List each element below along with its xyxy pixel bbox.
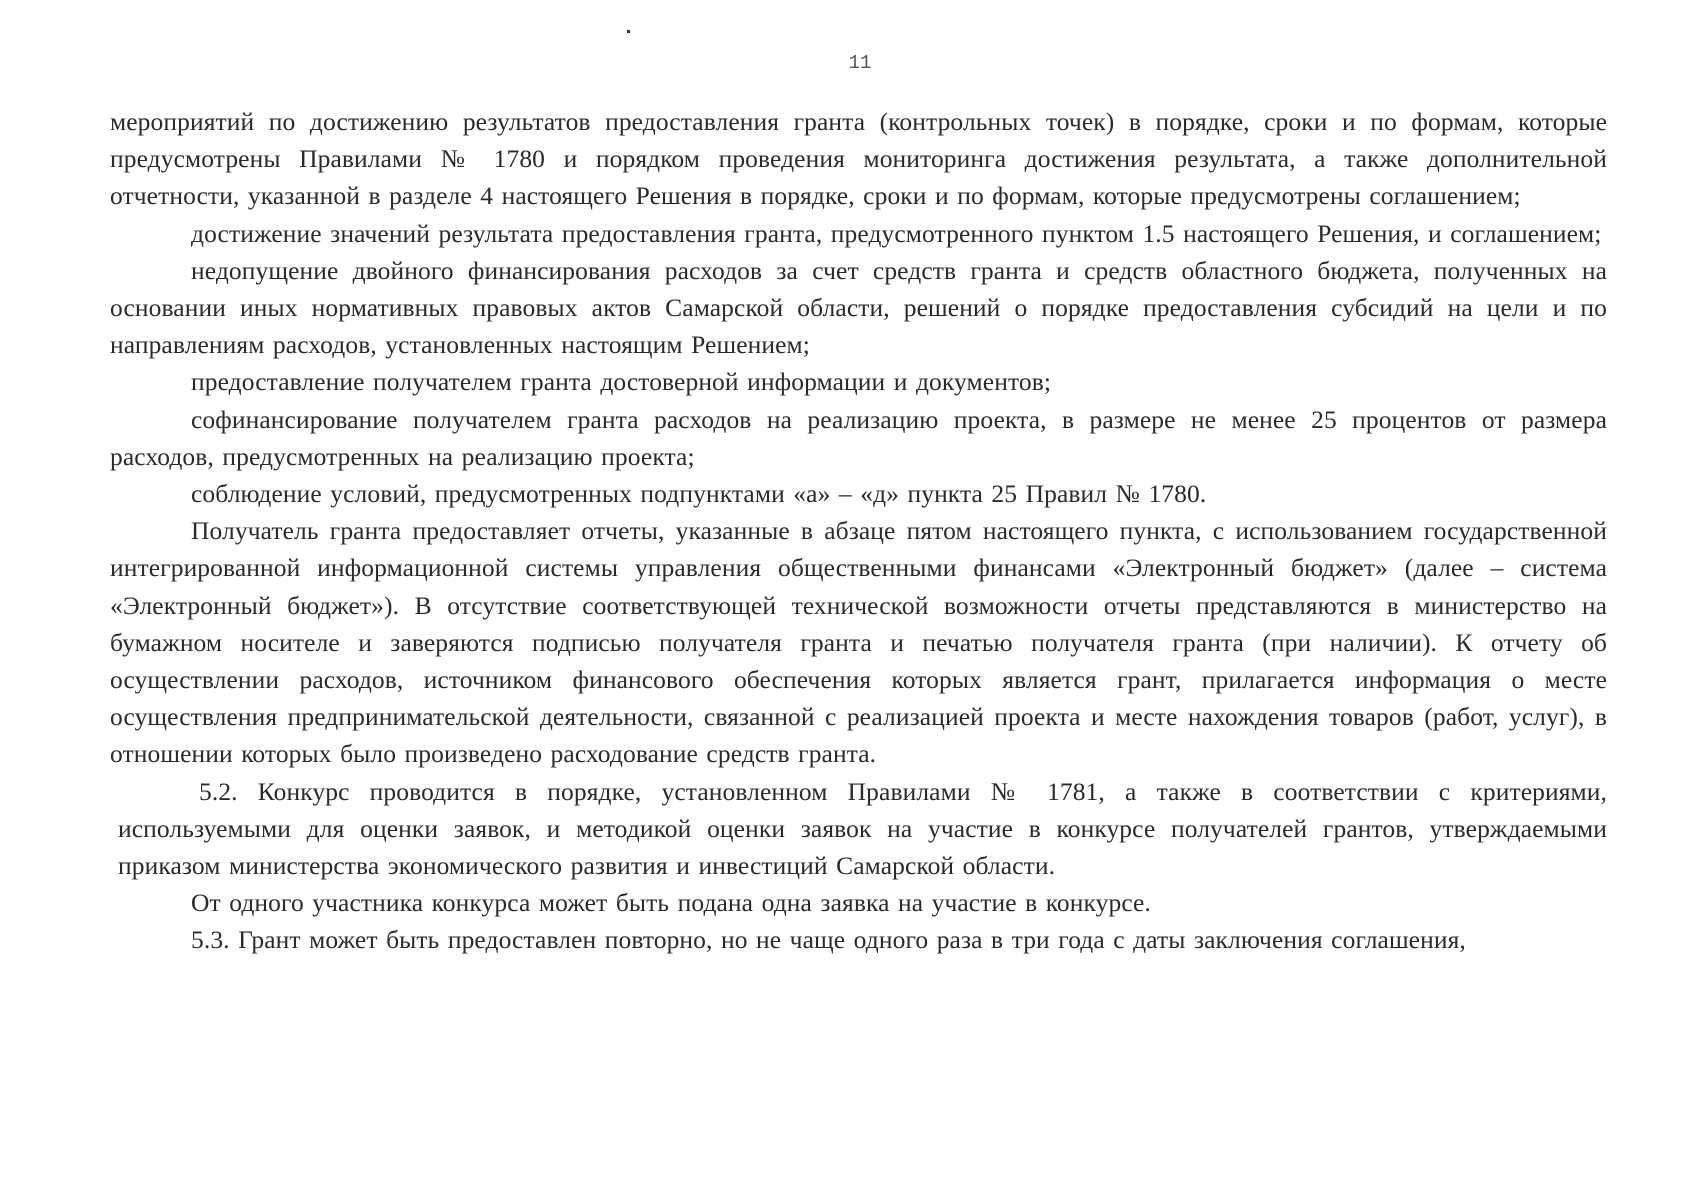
document-body: [110, 103, 1607, 959]
paragraph-section-5-3: 5.3. Грант может быть предоставлен повторно, но не чаще одного раза в три года с даты заключения соглашения,: [191, 925, 1466, 955]
paragraph-reporting: Получатель гранта предоставляет отчеты, указанные в абзаце пятом настоящего пункта, с использованием государственной интегрированной информационной системы управления общественными финансами «Электронный бюджет» (далее – система «Электронный бюджет»). В отсутствие соответствующей технической возможности отчеты представляются в министерство на бумажном носителе и заверяются подписью получателя гранта и печатью получателя гранта (при наличии). К отчету об осуществлении расходов, источником финансового обеспечения которых является грант, прилагается информация о месте осуществления предпринимательской деятельности, связанной с реализацией проекта и месте нахождения товаров (работ, услуг), в отношении которых было произведено расходование средств гранта.: [110, 516, 1607, 769]
page-number: 11: [848, 52, 872, 74]
paragraph-reliable-information: предоставление получателем гранта достоверной информации и документов;: [191, 367, 1052, 397]
paragraph-conditions: соблюдение условий, предусмотренных подпунктами «а» – «д» пункта 25 Правил № 1780.: [191, 479, 1207, 509]
paragraph-one-application: От одного участника конкурса может быть подана одна заявка на участие в конкурсе.: [191, 888, 1151, 918]
paragraph-results-achievement: достижение значений результата предоставления гранта, предусмотренного пунктом 1.5 настоящего Решения, и соглашением;: [191, 218, 1602, 248]
scan-artifact-dot: [627, 30, 630, 33]
paragraph-cofinancing: софинансирование получателем гранта расходов на реализацию проекта, в размере не менее 25 процентов от размера расходов, предусмотренных на реализацию проекта;: [110, 404, 1607, 471]
paragraph-continuation: мероприятий по достижению результатов предоставления гранта (контрольных точек) в порядке, сроки и по формам, которые предусмотрены Правилами № 1780 и порядком проведения мониторинга достижения результата, а также дополнительной отчетности, указанной в разделе 4 настоящего Решения в порядке, сроки и по формам, которые предусмотрены соглашением;: [110, 107, 1607, 211]
paragraph-double-financing: недопущение двойного финансирования расходов за счет средств гранта и средств областного бюджета, полученных на основании иных нормативных правовых актов Самарской области, решений о порядке предоставления субсидий на цели и по направлениям расходов, установленных настоящим Решением;: [110, 255, 1607, 360]
paragraph-section-5-2: 5.2. Конкурс проводится в порядке, установленном Правилами № 1781, а также в соответствии с критериями, используемыми для оценки заявок, и методикой оценки заявок на участие в конкурсе получателей грантов, утверждаемыми приказом министерства экономического развития и инвестиций Самарской области.: [118, 776, 1607, 881]
